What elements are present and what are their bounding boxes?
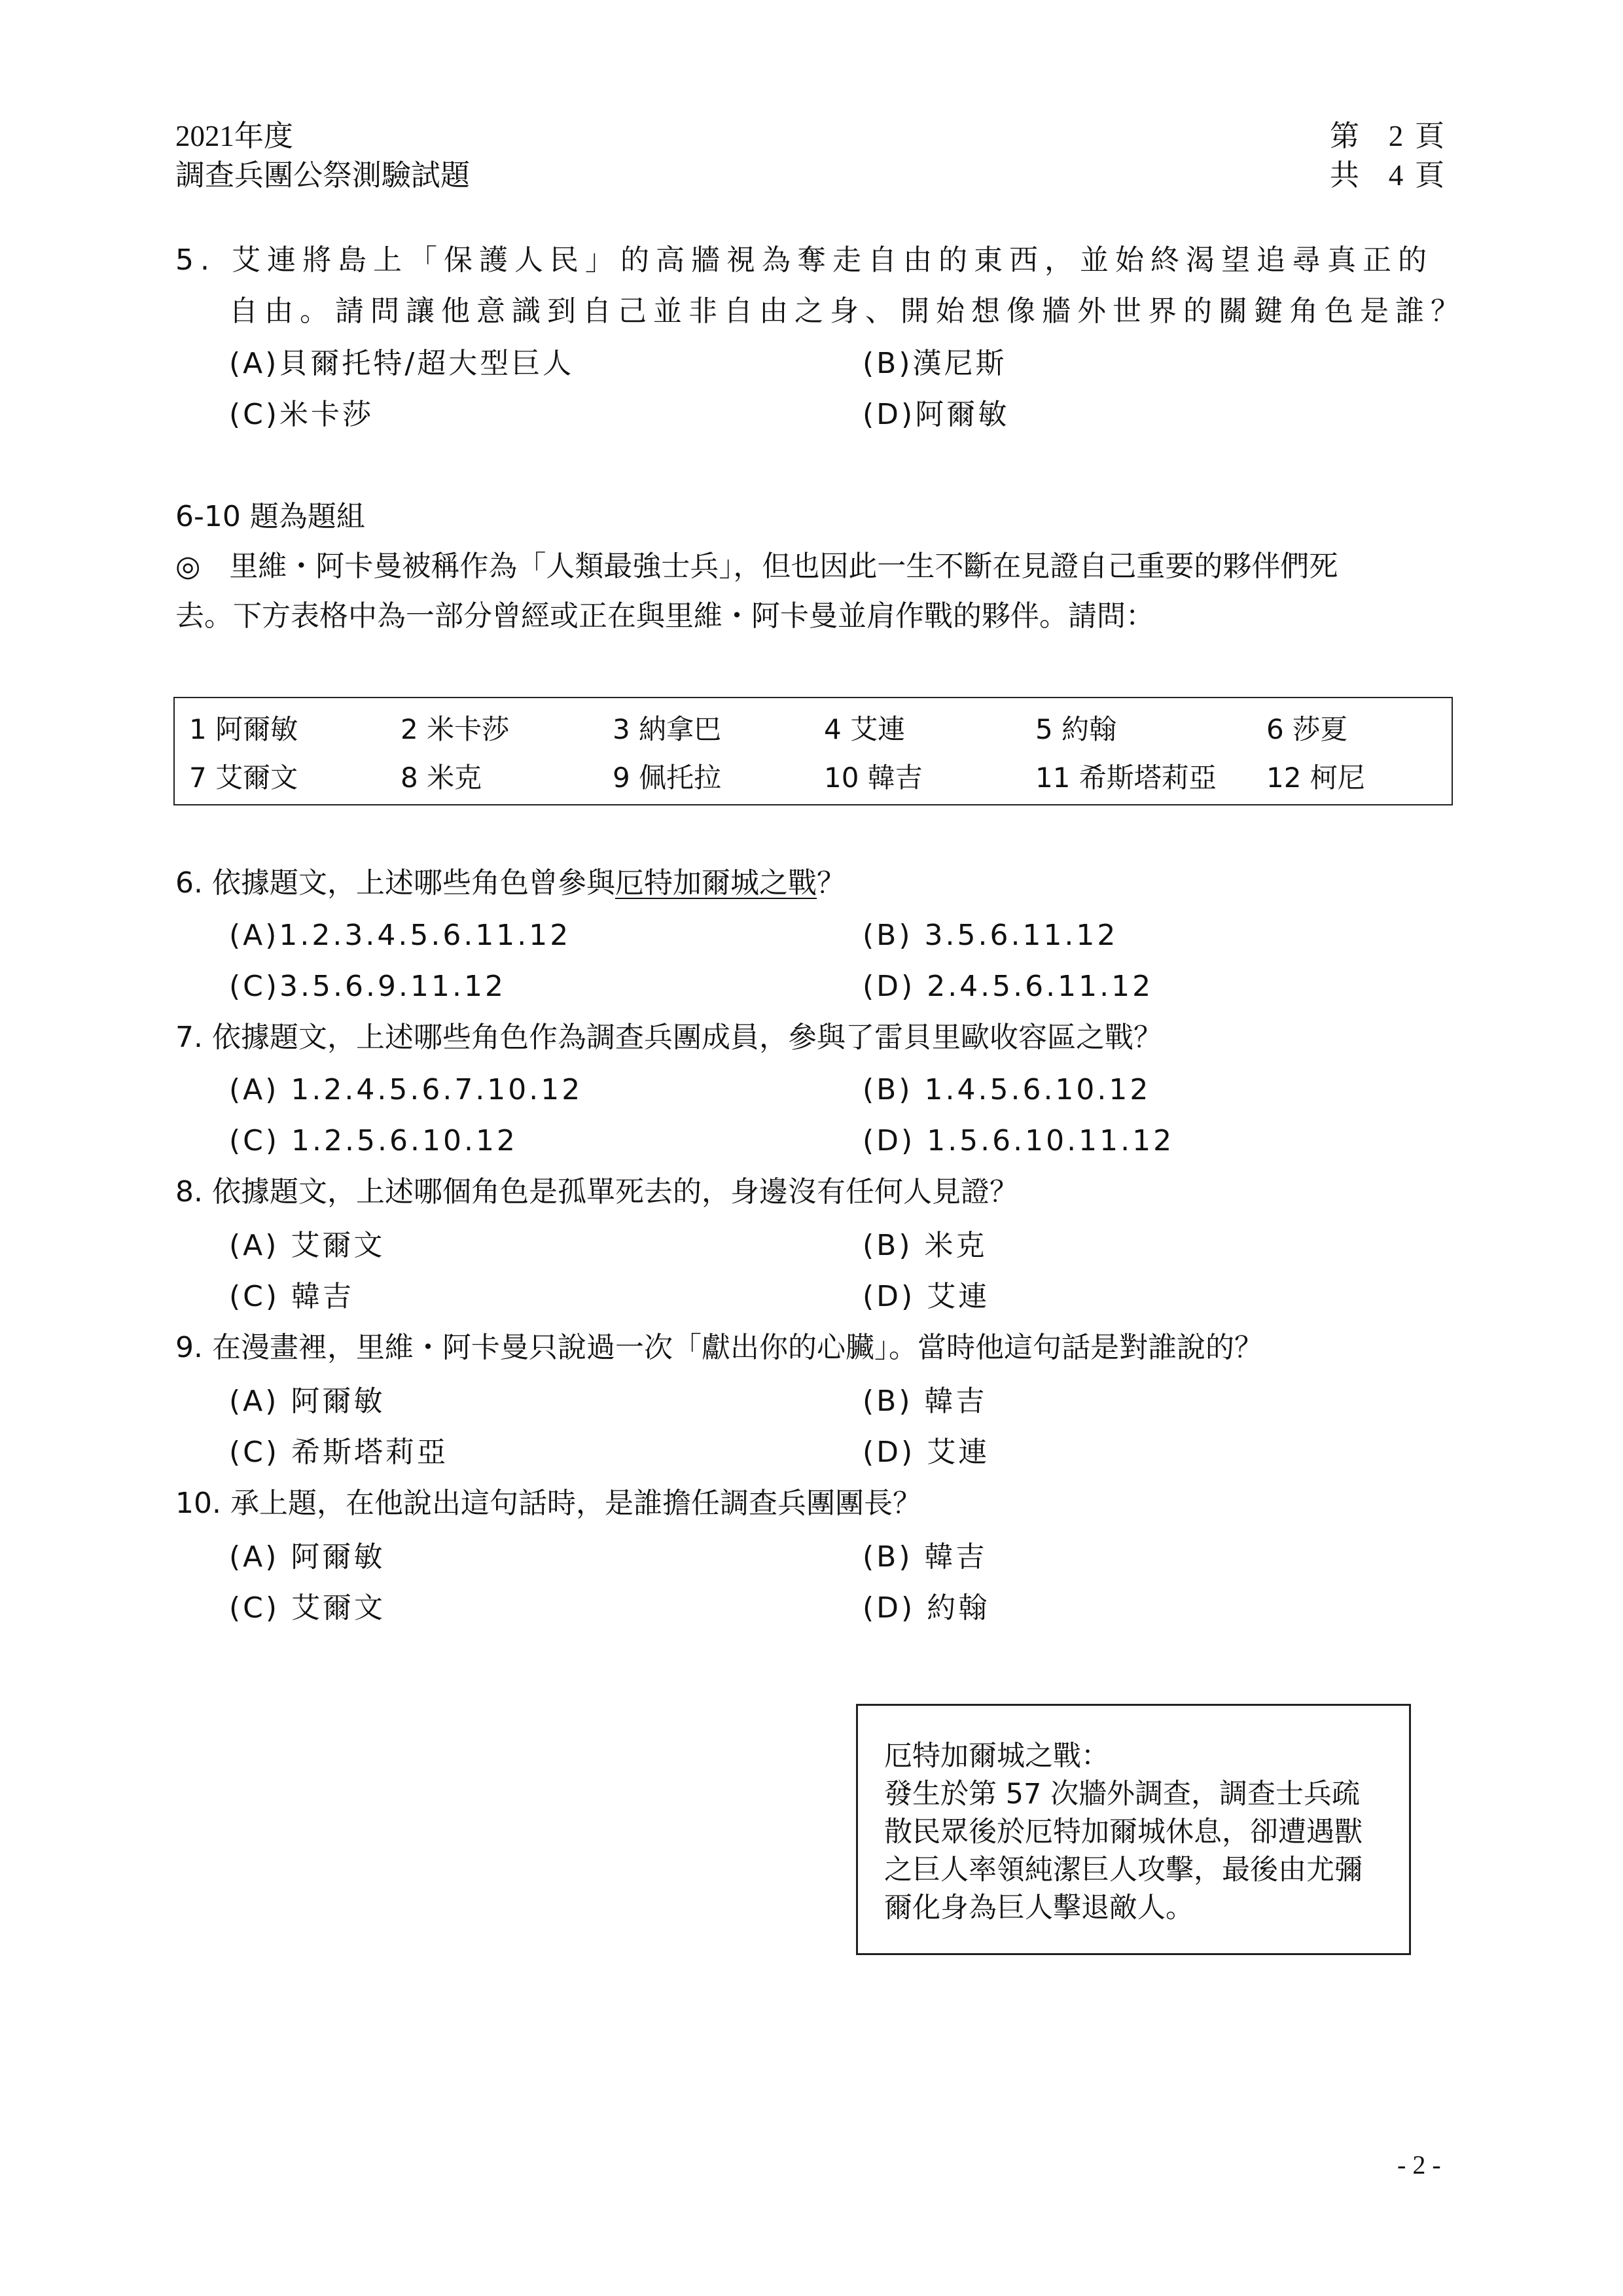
current-page-indicator: 第 2 頁 <box>1330 120 1445 152</box>
roster-cell: 6 莎夏 <box>1266 713 1348 745</box>
roster-cell: 2 米卡莎 <box>401 713 510 745</box>
q9-option-b: (B) 韓吉 <box>863 1385 988 1418</box>
q6-option-b: (B) 3.5.6.11.12 <box>863 919 1118 952</box>
note-line: 之巨人率領純潔巨人攻擊，最後由尤彌 <box>884 1854 1363 1886</box>
roster-cell: 1 阿爾敏 <box>189 713 298 745</box>
question-7-stem: 7. 依據題文，上述哪些角色作為調查兵團成員，參與了雷貝里歐收容區之戰？ <box>175 1021 1162 1054</box>
question-5-line-1: 5. 艾連將島上「保護人民」的高牆視為奪走自由的東西，並始終渴望追尋真正的 <box>175 243 1433 277</box>
group-intro-line-2: 去。下方表格中為一部分曾經或正在與里維・阿卡曼並肩作戰的夥伴。請問： <box>175 599 1154 633</box>
q7-option-d: (D) 1.5.6.10.11.12 <box>863 1124 1175 1157</box>
exam-header-right <box>1330 116 1444 195</box>
question-8-stem: 8. 依據題文，上述哪個角色是孤單死去的，身邊沒有任何人見證？ <box>175 1175 1018 1209</box>
roster-cell: 4 艾連 <box>824 713 906 745</box>
q6-option-c: (C)3.5.6.9.11.12 <box>229 970 506 1003</box>
q7-option-c: (C) 1.2.5.6.10.12 <box>229 1124 518 1157</box>
q5-option-a: (A)貝爾托特/超大型巨人 <box>229 347 575 380</box>
roster-cell: 5 約翰 <box>1035 713 1117 745</box>
exam-header-left <box>175 116 470 195</box>
q7-option-b: (B) 1.4.5.6.10.12 <box>863 1073 1151 1106</box>
page-number: - 2 - <box>1397 2150 1441 2180</box>
q9-option-d: (D) 艾連 <box>863 1436 990 1469</box>
q10-option-d: (D) 約翰 <box>863 1591 990 1625</box>
battle-name-underlined: 厄特加爾城之戰 <box>615 866 817 900</box>
note-line: 散民眾後於厄特加爾城休息，卻遭遇獸 <box>884 1816 1363 1848</box>
roster-cell: 9 佩托拉 <box>613 762 722 794</box>
question-group-heading: 6-10 題為題組 <box>175 500 365 533</box>
roster-cell: 7 艾爾文 <box>189 762 298 794</box>
q10-option-b: (B) 韓吉 <box>863 1540 988 1574</box>
question-6-stem: 6. 依據題文，上述哪些角色曾參與厄特加爾城之戰？ <box>175 866 846 900</box>
roster-cell: 12 柯尼 <box>1266 762 1365 794</box>
q5-option-c: (C)米卡莎 <box>229 398 374 431</box>
q5-option-d: (D)阿爾敏 <box>863 398 1010 431</box>
character-roster-table <box>173 697 1453 805</box>
battle-note-box <box>856 1704 1411 1955</box>
q9-option-a: (A) 阿爾敏 <box>229 1385 385 1418</box>
q8-option-c: (C) 韓吉 <box>229 1280 355 1313</box>
q8-option-d: (D) 艾連 <box>863 1280 990 1313</box>
note-title: 厄特加爾城之戰： <box>884 1740 1109 1773</box>
question-9-stem: 9. 在漫畫裡，里維・阿卡曼只說過一次「獻出你的心臟」。當時他這句話是對誰說的？ <box>175 1331 1263 1364</box>
exam-title: 調查兵團公祭測驗試題 <box>175 159 471 192</box>
roster-cell: 3 納拿巴 <box>613 713 722 745</box>
q10-option-a: (A) 阿爾敏 <box>229 1540 385 1574</box>
q6-option-d: (D) 2.4.5.6.11.12 <box>863 970 1154 1003</box>
q5-option-b: (B)漢尼斯 <box>863 347 1007 380</box>
exam-year: 2021年度 <box>175 120 294 152</box>
q8-option-a: (A) 艾爾文 <box>229 1229 385 1262</box>
q8-option-b: (B) 米克 <box>863 1229 988 1262</box>
roster-cell: 8 米克 <box>401 762 482 794</box>
note-line: 爾化身為巨人擊退敵人。 <box>884 1892 1194 1924</box>
question-10-stem: 10. 承上題，在他說出這句話時，是誰擔任調查兵團團長？ <box>175 1487 921 1520</box>
q10-option-c: (C) 艾爾文 <box>229 1591 386 1625</box>
note-line: 發生於第 57 次牆外調查，調查士兵疏 <box>884 1778 1361 1810</box>
question-5-line-2: 自由。請問讓他意識到自己並非自由之身、開始想像牆外世界的關鍵角色是誰？ <box>229 294 1466 328</box>
group-intro-line-1: ◎ 里維・阿卡曼被稱作為「人類最強士兵」，但也因此一生不斷在見證自己重要的夥伴們死 <box>175 550 1338 583</box>
q6-option-a: (A)1.2.3.4.5.6.11.12 <box>229 919 571 952</box>
total-pages-indicator: 共 4 頁 <box>1330 159 1445 192</box>
q7-option-a: (A) 1.2.4.5.6.7.10.12 <box>229 1073 583 1106</box>
roster-cell: 11 希斯塔莉亞 <box>1035 762 1217 794</box>
roster-cell: 10 韓吉 <box>824 762 923 794</box>
q9-option-c: (C) 希斯塔莉亞 <box>229 1436 449 1469</box>
